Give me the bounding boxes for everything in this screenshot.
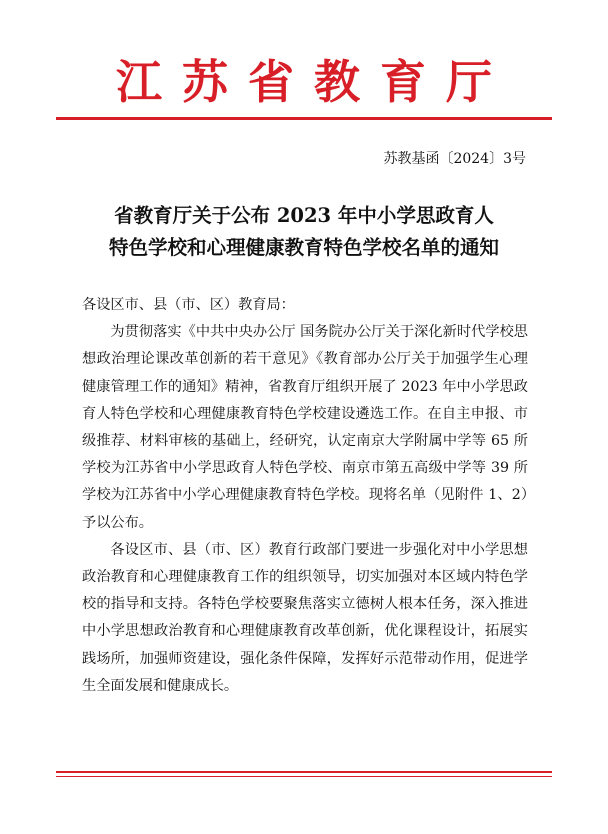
issuer-heading: 江苏省教育厅: [116, 55, 512, 109]
document-body: [82, 292, 528, 700]
document-title: [0, 200, 608, 264]
document-title-line-1: 省教育厅关于公布 2023 年中小学思政育人: [114, 204, 494, 227]
document-title-line-2: 特色学校和心理健康教育特色学校名单的通知: [108, 236, 499, 259]
red-divider-bottom-thick: [56, 771, 552, 773]
red-divider-top: [56, 117, 552, 120]
document-number: 苏教基函〔2024〕3号: [383, 151, 526, 167]
salutation: 各设区市、县（市、区）教育局：: [82, 297, 295, 313]
body-paragraph-1: 为贯彻落实《中共中央办公厅 国务院办公厅关于深化新时代学校思想政治理论课改革创新的若干意见》《教育部办公厅关于加强学生心理健康管理工作的通知》精神，省教育厅组织开展了 2023 年中小学思政育人特色学校和心理健康教育特色学校建设遴选工作。在自主申报、市级推荐、材料审核的基础上，经研究，认定南京大学附属中学等 65 所学校为江苏省中小学思政育人特色学校、南京市第五高级中学等 39 所学校为江苏省中小学心理健康教育特色学校。现将名单（见附件 1、2）予以公布。: [82, 324, 528, 531]
body-paragraph-2: 各设区市、县（市、区）教育行政部门要进一步强化对中小学思想政治教育和心理健康教育工作的组织领导，切实加强对本区域内特色学校的指导和支持。各特色学校要聚焦落实立德树人根本任务，深入推进中小学思想政治教育和心理健康教育改革创新，优化课程设计，拓展实践场所，加强师资建设，强化条件保障，发挥好示范带动作用，促进学生全面发展和健康成长。: [82, 541, 528, 694]
red-divider-bottom-thin: [56, 776, 552, 777]
